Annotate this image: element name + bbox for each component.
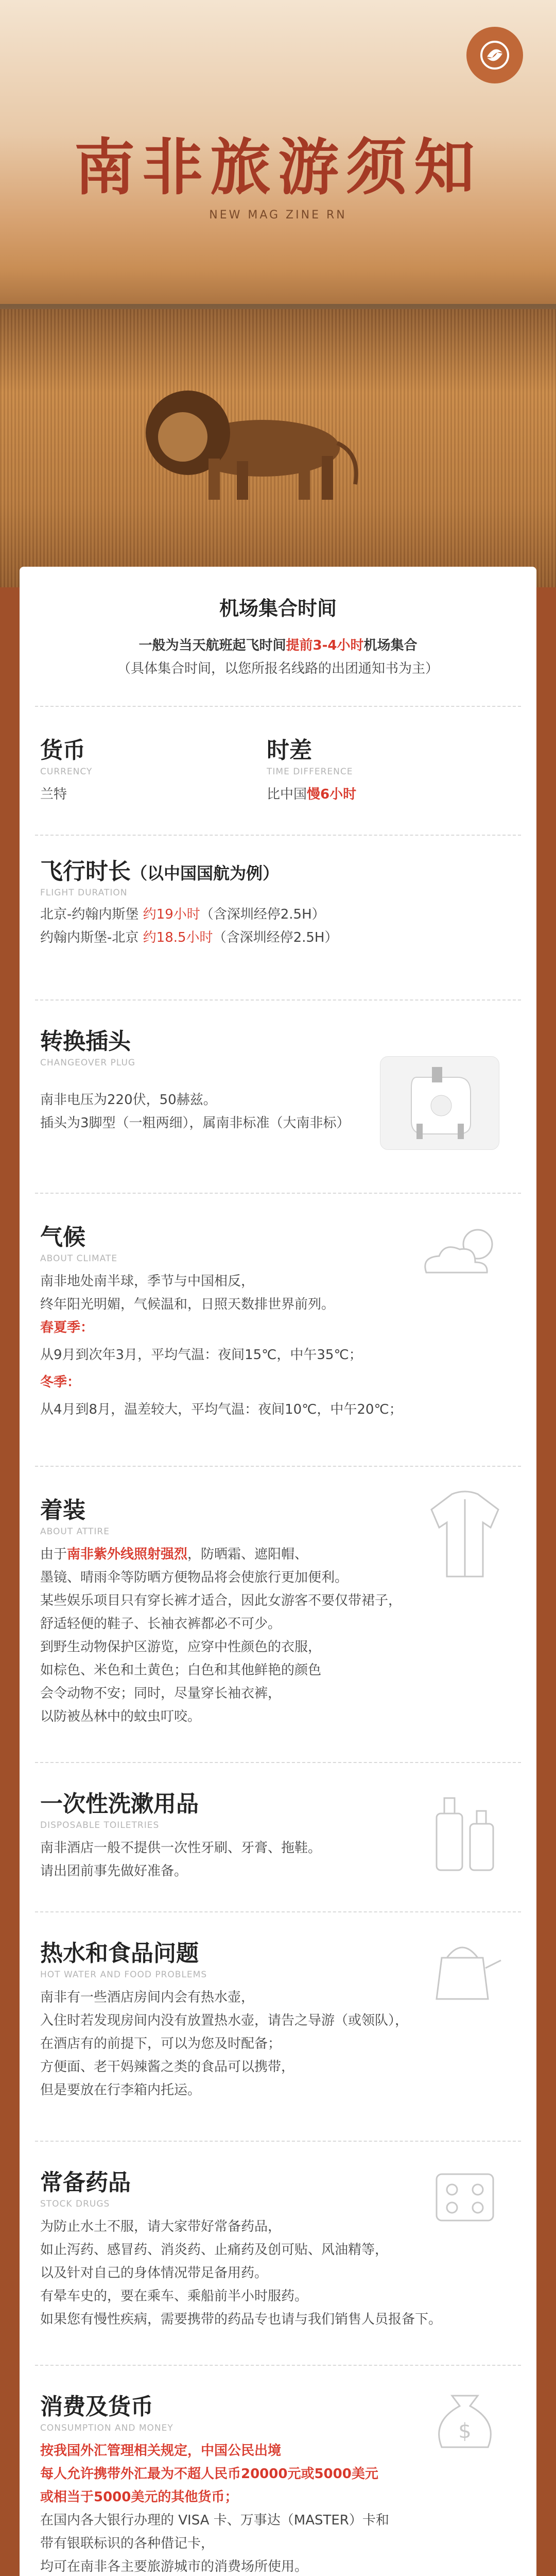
divider — [35, 1762, 521, 1763]
money-title: 消费及货币 — [40, 2394, 153, 2420]
meet-line1-c: 机场集合 — [363, 638, 418, 653]
flight-en: FLIGHT DURATION — [40, 888, 128, 898]
currency-value: 兰特 — [40, 787, 67, 802]
timediff-section — [267, 732, 514, 806]
currency-en: CURRENCY — [40, 767, 93, 777]
brand-logo-icon — [466, 27, 523, 83]
food-line1: 南非有一些酒店房间内会有热水壶， — [40, 1990, 255, 2005]
flight-route-2: 约翰内斯堡-北京 — [40, 930, 143, 945]
page-title: 南非旅游须知 — [74, 131, 482, 203]
money-line3: 或相当于5000美元的其他货币； — [40, 2489, 238, 2505]
meet-highlight: 提前3-4小时 — [286, 638, 364, 653]
money-line5: 带有银联标识的各种借记卡， — [40, 2536, 215, 2551]
flight-note-1: （含深圳经停2.5H） — [200, 907, 325, 922]
weather-icon — [411, 1221, 509, 1283]
divider — [35, 999, 521, 1001]
timediff-title: 时差 — [267, 737, 312, 764]
dress-en: ABOUT ATTIRE — [40, 1527, 110, 1537]
food-line4: 方便面、老干妈辣酱之类的食品可以携带， — [40, 2059, 295, 2075]
divider — [35, 835, 521, 836]
climate-en: ABOUT CLIMATE — [40, 1253, 118, 1264]
money-line1: 按我国外汇管理相关规定，中国公民出境 — [40, 2443, 282, 2459]
money-line2: 每人允许携带外汇最为不超人民币20000元或5000美元 — [40, 2466, 378, 2482]
flight-line2 — [40, 926, 556, 950]
currency-title: 货币 — [40, 737, 85, 764]
dress-line2: 墨镜、晴雨伞等防晒方便物品将会使旅行更加便利。 — [40, 1570, 349, 1585]
flight-title: 飞行时长 — [40, 858, 131, 885]
medicine-title: 常备药品 — [40, 2170, 131, 2196]
climate-title: 气候 — [40, 1224, 85, 1250]
medicine-line2: 如止泻药、感冒药、消炎药、止痛药及创可贴、风油精等， — [40, 2242, 389, 2258]
dress-uv-warning: 南非紫外线照射强烈 — [67, 1547, 188, 1562]
toiletry-line1: 南非酒店一般不提供一次性牙刷、牙膏、拖鞋。 — [40, 1840, 322, 1856]
money-line4: 在国内各大银行办理的 VISA 卡、万事达（MASTER）卡和 — [40, 2513, 389, 2528]
medicine-line1: 为防止水土不服，请大家带好常备药品， — [40, 2219, 282, 2234]
meet-title: 机场集合时间 — [219, 597, 337, 620]
food-title: 热水和食品问题 — [40, 1940, 199, 1967]
meet-line1-a: 一般为当天航班起飞时间 — [138, 638, 286, 653]
plug-line2: 插头为3脚型（一粗两细），属南非标准（大南非标） — [40, 1115, 350, 1131]
food-en: HOT WATER AND FOOD PROBLEMS — [40, 1970, 207, 1980]
hero-banner — [0, 0, 556, 587]
climate-winter-label: 冬季： — [40, 1375, 81, 1390]
divider — [35, 2365, 521, 2366]
medicine-en: STOCK DRUGS — [40, 2199, 110, 2209]
medicine-line3: 以及针对自己的身体情况带足备用药。 — [40, 2265, 268, 2281]
dress-line3: 某些娱乐项目只有穿长裤才适合，因此女游客不要仅带裙子， — [40, 1593, 402, 1608]
divider — [35, 2141, 521, 2142]
toiletry-bottles-icon — [426, 1783, 503, 1875]
climate-winter: 从4月到8月，温差较大，平均气温：夜间10℃，中午20℃； — [40, 1402, 403, 1417]
divider — [35, 1466, 521, 1467]
jacket-icon — [426, 1489, 503, 1582]
timediff-value-a: 比中国 — [267, 787, 307, 802]
meet-line2: （具体集合时间，以您所报名线路的出团通知书为主） — [117, 661, 439, 676]
food-line3: 在酒店有的前提下，可以为您及时配备； — [40, 2036, 282, 2052]
climate-line2: 终年阳光明媚，气候温和，日照天数排世界前列。 — [40, 1297, 335, 1312]
flight-line1 — [40, 903, 556, 926]
meet-section — [20, 592, 536, 681]
food-line5: 但是要放在行李箱内托运。 — [40, 2082, 201, 2098]
climate-summer: 从9月到次年3月，平均气温：夜间15℃，中午35℃； — [40, 1347, 362, 1363]
money-line6: 均可在南非各主要旅游城市的消费场所使用。 — [40, 2559, 308, 2574]
dress-line6: 如棕色、米色和土黄色；白色和其他鲜艳的颜色 — [40, 1663, 322, 1678]
flight-note-2: （含深圳经停2.5H） — [213, 930, 338, 945]
dress-line1-c: ，防晒霜、遮阳帽、 — [187, 1547, 308, 1562]
dress-title: 着装 — [40, 1497, 85, 1523]
toiletry-title: 一次性洗漱用品 — [40, 1791, 199, 1817]
plug-en: CHANGEOVER PLUG — [40, 1058, 136, 1068]
medicine-line5: 如果您有慢性疾病，需要携带的药品专也请与我们销售人员报备下。 — [40, 2312, 442, 2327]
dress-line7: 会令动物不安；同时，尽量穿长袖衣裤， — [40, 1686, 282, 1701]
flight-title-note: （以中国国航为例） — [131, 863, 280, 883]
divider — [35, 1193, 521, 1194]
money-en: CONSUMPTION AND MONEY — [40, 2423, 173, 2433]
flight-section — [20, 853, 556, 950]
flight-duration-1: 约19小时 — [143, 907, 200, 922]
dress-line4: 舒适轻便的鞋子、长袖衣裤都必不可少。 — [40, 1616, 282, 1632]
page-subtitle: NEW MAG ZINE RN — [209, 209, 347, 222]
plug-line1: 南非电压为220伏，50赫兹。 — [40, 1092, 217, 1108]
flight-duration-2: 约18.5小时 — [143, 930, 213, 945]
dress-line8: 以防被丛林中的蚊虫叮咬。 — [40, 1709, 201, 1724]
content-card — [20, 567, 536, 2576]
medicine-line4: 有晕车史的，要在乘车、乘船前半小时服药。 — [40, 2289, 308, 2304]
money-bag-icon — [426, 2380, 503, 2458]
climate-summer-label: 春夏季： — [40, 1320, 94, 1335]
plug-title: 转换插头 — [40, 1028, 131, 1055]
kettle-icon — [426, 1932, 503, 2004]
lion-image — [134, 371, 371, 505]
dress-line5: 到野生动物保护区游览，应穿中性颜色的衣服， — [40, 1639, 322, 1655]
timediff-value — [267, 783, 514, 806]
divider — [35, 1911, 521, 1912]
flight-route-1: 北京-约翰内斯堡 — [40, 907, 143, 922]
toiletry-en: DISPOSABLE TOILETRIES — [40, 1820, 160, 1831]
food-line2: 入住时若发现房间内没有放置热水壶，请告之导游（或领队）， — [40, 2013, 409, 2028]
toiletry-line2: 请出团前事先做好准备。 — [40, 1863, 188, 1879]
dress-line1-a: 由于 — [40, 1547, 67, 1562]
timediff-highlight: 慢6小时 — [307, 787, 357, 802]
medicine-pills-icon — [426, 2154, 503, 2231]
plug-icon — [380, 1056, 499, 1150]
timediff-en: TIME DIFFERENCE — [267, 767, 353, 777]
divider — [35, 706, 521, 707]
climate-line1: 南非地处南半球，季节与中国相反， — [40, 1274, 255, 1289]
meet-line1 — [20, 634, 536, 657]
svg-text:$: $ — [458, 2419, 472, 2443]
